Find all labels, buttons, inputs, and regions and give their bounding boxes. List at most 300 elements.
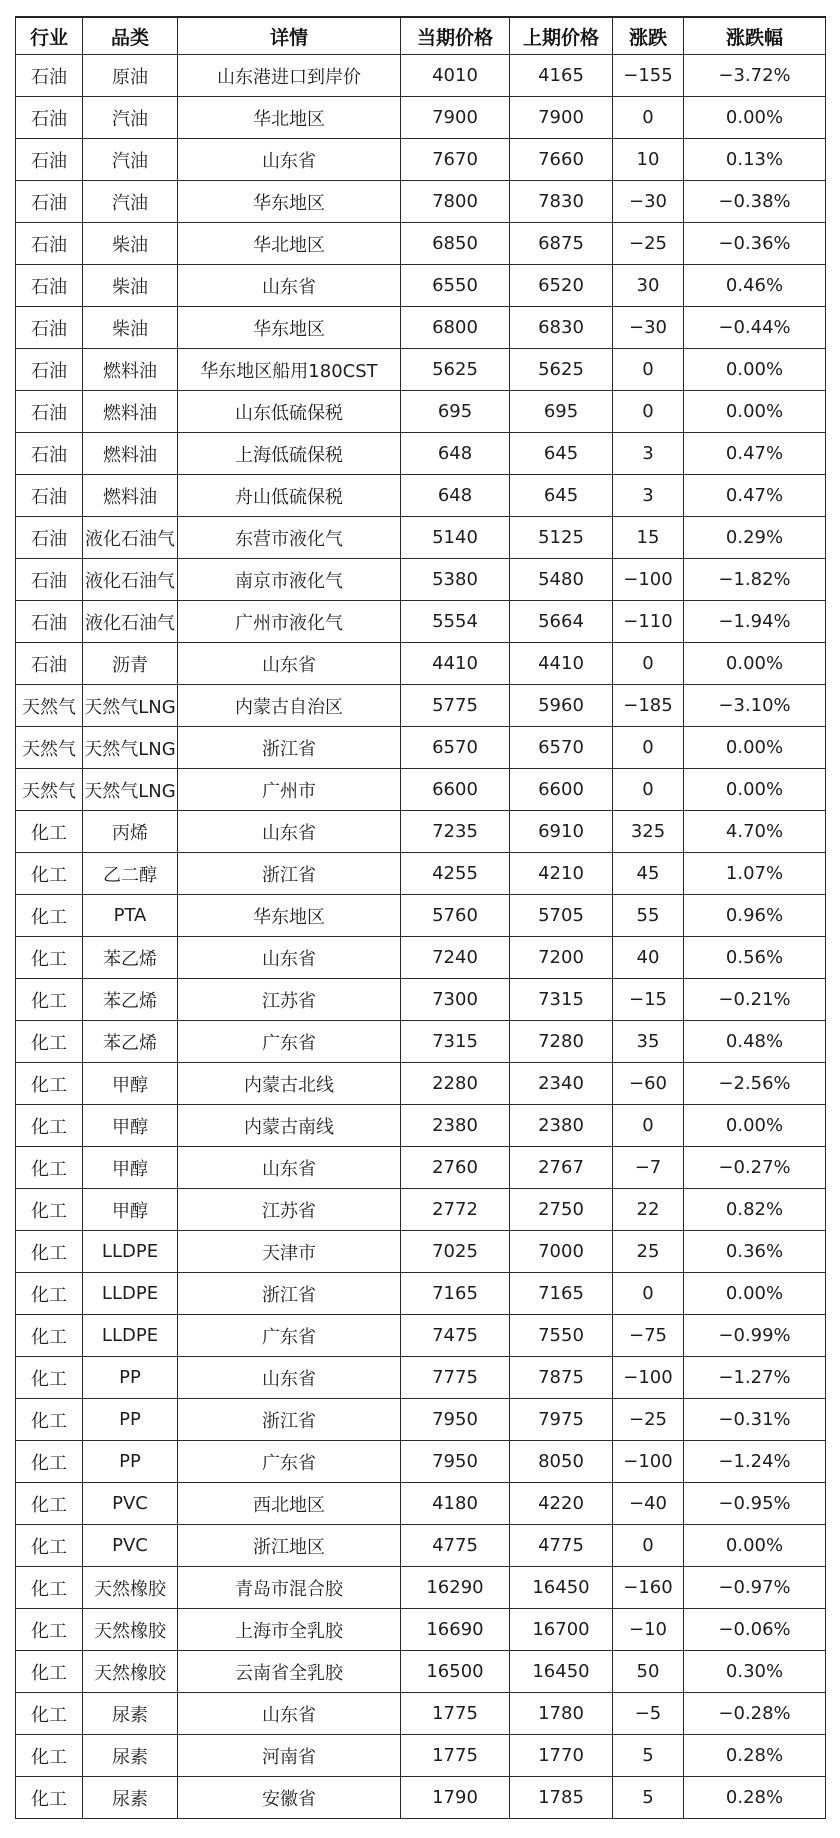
header-previous-price: 上期价格 <box>510 17 613 55</box>
cell-current-price: 5554 <box>401 601 510 643</box>
cell-previous-price: 1785 <box>510 1777 613 1819</box>
cell-category: PTA <box>83 895 178 937</box>
cell-previous-price: 7550 <box>510 1315 613 1357</box>
cell-category: 液化石油气 <box>83 559 178 601</box>
cell-change-percent: 0.56% <box>684 937 826 979</box>
cell-change: 0 <box>613 1105 684 1147</box>
cell-details: 山东低硫保税 <box>178 391 401 433</box>
cell-change: 0 <box>613 1273 684 1315</box>
cell-change: 40 <box>613 937 684 979</box>
cell-change-percent: 0.29% <box>684 517 826 559</box>
cell-change: −5 <box>613 1693 684 1735</box>
cell-change: −30 <box>613 307 684 349</box>
table-row <box>16 979 826 1021</box>
table-row <box>16 1735 826 1777</box>
cell-current-price: 5625 <box>401 349 510 391</box>
cell-previous-price: 2767 <box>510 1147 613 1189</box>
cell-industry: 化工 <box>16 1441 83 1483</box>
cell-industry: 化工 <box>16 811 83 853</box>
cell-industry: 化工 <box>16 895 83 937</box>
cell-change-percent: 0.82% <box>684 1189 826 1231</box>
cell-industry: 石油 <box>16 181 83 223</box>
cell-industry: 石油 <box>16 307 83 349</box>
cell-industry: 石油 <box>16 517 83 559</box>
cell-industry: 石油 <box>16 643 83 685</box>
cell-industry: 化工 <box>16 1777 83 1819</box>
header-industry: 行业 <box>16 17 83 55</box>
cell-details: 浙江省 <box>178 727 401 769</box>
cell-change: 25 <box>613 1231 684 1273</box>
cell-current-price: 7800 <box>401 181 510 223</box>
cell-change-percent: 0.00% <box>684 97 826 139</box>
header-change: 涨跌 <box>613 17 684 55</box>
cell-current-price: 7235 <box>401 811 510 853</box>
cell-change-percent: −0.31% <box>684 1399 826 1441</box>
cell-category: 柴油 <box>83 307 178 349</box>
cell-change: 10 <box>613 139 684 181</box>
cell-previous-price: 7830 <box>510 181 613 223</box>
cell-previous-price: 7200 <box>510 937 613 979</box>
cell-details: 内蒙古北线 <box>178 1063 401 1105</box>
cell-change-percent: −0.28% <box>684 1693 826 1735</box>
cell-industry: 石油 <box>16 433 83 475</box>
table-row <box>16 307 826 349</box>
cell-change-percent: −0.27% <box>684 1147 826 1189</box>
table-row <box>16 1693 826 1735</box>
cell-details: 华东地区 <box>178 307 401 349</box>
cell-previous-price: 4220 <box>510 1483 613 1525</box>
cell-industry: 石油 <box>16 139 83 181</box>
cell-change: −7 <box>613 1147 684 1189</box>
cell-industry: 天然气 <box>16 685 83 727</box>
cell-category: 沥青 <box>83 643 178 685</box>
cell-details: 广东省 <box>178 1315 401 1357</box>
cell-change-percent: −1.82% <box>684 559 826 601</box>
cell-current-price: 7950 <box>401 1399 510 1441</box>
table-row <box>16 895 826 937</box>
cell-change: 0 <box>613 727 684 769</box>
cell-details: 山东省 <box>178 1357 401 1399</box>
cell-change-percent: −1.27% <box>684 1357 826 1399</box>
cell-previous-price: 16700 <box>510 1609 613 1651</box>
cell-change: 0 <box>613 97 684 139</box>
cell-change-percent: 0.48% <box>684 1021 826 1063</box>
cell-change: −15 <box>613 979 684 1021</box>
table-row <box>16 139 826 181</box>
cell-change: −25 <box>613 1399 684 1441</box>
cell-change-percent: −0.38% <box>684 181 826 223</box>
cell-industry: 化工 <box>16 979 83 1021</box>
cell-previous-price: 5664 <box>510 601 613 643</box>
cell-details: 华北地区 <box>178 97 401 139</box>
cell-details: 上海低硫保税 <box>178 433 401 475</box>
cell-previous-price: 7875 <box>510 1357 613 1399</box>
cell-previous-price: 5125 <box>510 517 613 559</box>
cell-change: −185 <box>613 685 684 727</box>
table-body <box>16 55 826 1819</box>
table-row <box>16 433 826 475</box>
cell-current-price: 16290 <box>401 1567 510 1609</box>
table-row <box>16 223 826 265</box>
cell-change: 0 <box>613 349 684 391</box>
table-row <box>16 601 826 643</box>
cell-details: 广东省 <box>178 1021 401 1063</box>
cell-change-percent: 0.00% <box>684 1105 826 1147</box>
cell-current-price: 6850 <box>401 223 510 265</box>
cell-industry: 化工 <box>16 853 83 895</box>
cell-current-price: 1790 <box>401 1777 510 1819</box>
cell-previous-price: 2750 <box>510 1189 613 1231</box>
table-row <box>16 643 826 685</box>
cell-details: 安徽省 <box>178 1777 401 1819</box>
cell-category: 丙烯 <box>83 811 178 853</box>
cell-change-percent: 0.00% <box>684 1273 826 1315</box>
cell-change: 0 <box>613 769 684 811</box>
cell-previous-price: 16450 <box>510 1567 613 1609</box>
cell-category: PVC <box>83 1525 178 1567</box>
table-row <box>16 517 826 559</box>
cell-current-price: 648 <box>401 433 510 475</box>
cell-current-price: 6600 <box>401 769 510 811</box>
cell-category: 乙二醇 <box>83 853 178 895</box>
cell-change-percent: −3.72% <box>684 55 826 97</box>
cell-details: 华东地区 <box>178 181 401 223</box>
cell-previous-price: 6875 <box>510 223 613 265</box>
cell-details: 广东省 <box>178 1441 401 1483</box>
cell-industry: 化工 <box>16 1231 83 1273</box>
cell-details: 浙江地区 <box>178 1525 401 1567</box>
cell-current-price: 16690 <box>401 1609 510 1651</box>
cell-current-price: 1775 <box>401 1735 510 1777</box>
cell-category: LLDPE <box>83 1315 178 1357</box>
cell-category: LLDPE <box>83 1273 178 1315</box>
header-change-percent: 涨跌幅 <box>684 17 826 55</box>
cell-current-price: 4775 <box>401 1525 510 1567</box>
table-row <box>16 685 826 727</box>
cell-previous-price: 5480 <box>510 559 613 601</box>
cell-details: 东营市液化气 <box>178 517 401 559</box>
cell-details: 南京市液化气 <box>178 559 401 601</box>
cell-details: 山东省 <box>178 1693 401 1735</box>
table-row <box>16 349 826 391</box>
cell-change: 0 <box>613 391 684 433</box>
cell-change: −40 <box>613 1483 684 1525</box>
table-row <box>16 1357 826 1399</box>
table-row <box>16 1231 826 1273</box>
table-row <box>16 1063 826 1105</box>
cell-category: 尿素 <box>83 1777 178 1819</box>
table-row <box>16 97 826 139</box>
cell-current-price: 4255 <box>401 853 510 895</box>
cell-industry: 化工 <box>16 1567 83 1609</box>
cell-change-percent: 0.00% <box>684 769 826 811</box>
cell-change-percent: 0.28% <box>684 1777 826 1819</box>
cell-industry: 化工 <box>16 1693 83 1735</box>
table-row <box>16 559 826 601</box>
cell-change-percent: −0.44% <box>684 307 826 349</box>
cell-category: 尿素 <box>83 1735 178 1777</box>
cell-change-percent: 0.00% <box>684 1525 826 1567</box>
cell-industry: 化工 <box>16 1483 83 1525</box>
cell-industry: 石油 <box>16 559 83 601</box>
cell-industry: 化工 <box>16 1399 83 1441</box>
cell-change: −100 <box>613 559 684 601</box>
cell-change-percent: 0.47% <box>684 475 826 517</box>
cell-current-price: 4010 <box>401 55 510 97</box>
table-row <box>16 853 826 895</box>
cell-change-percent: 0.30% <box>684 1651 826 1693</box>
cell-category: 液化石油气 <box>83 601 178 643</box>
cell-current-price: 2772 <box>401 1189 510 1231</box>
cell-change: 30 <box>613 265 684 307</box>
cell-previous-price: 7900 <box>510 97 613 139</box>
table-row <box>16 265 826 307</box>
cell-details: 山东省 <box>178 811 401 853</box>
cell-category: 燃料油 <box>83 391 178 433</box>
cell-change: 3 <box>613 433 684 475</box>
cell-industry: 石油 <box>16 391 83 433</box>
cell-category: 液化石油气 <box>83 517 178 559</box>
cell-change: −110 <box>613 601 684 643</box>
header-current-price: 当期价格 <box>401 17 510 55</box>
cell-category: 甲醇 <box>83 1105 178 1147</box>
cell-category: 天然气LNG <box>83 685 178 727</box>
cell-details: 山东省 <box>178 139 401 181</box>
cell-industry: 石油 <box>16 223 83 265</box>
cell-change-percent: 1.07% <box>684 853 826 895</box>
cell-industry: 化工 <box>16 1525 83 1567</box>
cell-industry: 石油 <box>16 349 83 391</box>
cell-previous-price: 1780 <box>510 1693 613 1735</box>
cell-category: 苯乙烯 <box>83 979 178 1021</box>
cell-category: 苯乙烯 <box>83 937 178 979</box>
cell-current-price: 7950 <box>401 1441 510 1483</box>
cell-change-percent: 0.28% <box>684 1735 826 1777</box>
cell-industry: 化工 <box>16 1189 83 1231</box>
cell-change-percent: 0.00% <box>684 643 826 685</box>
cell-change: −160 <box>613 1567 684 1609</box>
cell-category: 燃料油 <box>83 475 178 517</box>
cell-previous-price: 4165 <box>510 55 613 97</box>
table-row <box>16 1399 826 1441</box>
cell-previous-price: 8050 <box>510 1441 613 1483</box>
cell-current-price: 7300 <box>401 979 510 1021</box>
cell-change: −155 <box>613 55 684 97</box>
cell-previous-price: 4210 <box>510 853 613 895</box>
cell-category: 苯乙烯 <box>83 1021 178 1063</box>
cell-details: 山东省 <box>178 265 401 307</box>
cell-change: 0 <box>613 643 684 685</box>
cell-previous-price: 6830 <box>510 307 613 349</box>
cell-industry: 天然气 <box>16 769 83 811</box>
table-row <box>16 1105 826 1147</box>
cell-details: 山东港进口到岸价 <box>178 55 401 97</box>
cell-details: 山东省 <box>178 937 401 979</box>
cell-change-percent: 0.00% <box>684 349 826 391</box>
cell-current-price: 7900 <box>401 97 510 139</box>
cell-category: 燃料油 <box>83 349 178 391</box>
cell-previous-price: 2340 <box>510 1063 613 1105</box>
cell-change: −60 <box>613 1063 684 1105</box>
table-row <box>16 55 826 97</box>
cell-change: 35 <box>613 1021 684 1063</box>
cell-category: 天然气LNG <box>83 769 178 811</box>
cell-previous-price: 7165 <box>510 1273 613 1315</box>
cell-current-price: 16500 <box>401 1651 510 1693</box>
cell-previous-price: 6520 <box>510 265 613 307</box>
header-category: 品类 <box>83 17 178 55</box>
cell-change: −100 <box>613 1357 684 1399</box>
cell-category: 天然橡胶 <box>83 1609 178 1651</box>
cell-category: 天然橡胶 <box>83 1651 178 1693</box>
cell-category: 甲醇 <box>83 1189 178 1231</box>
cell-details: 浙江省 <box>178 1399 401 1441</box>
cell-previous-price: 16450 <box>510 1651 613 1693</box>
table-row <box>16 181 826 223</box>
cell-details: 内蒙古自治区 <box>178 685 401 727</box>
cell-previous-price: 5705 <box>510 895 613 937</box>
cell-change-percent: −1.24% <box>684 1441 826 1483</box>
cell-change-percent: 0.47% <box>684 433 826 475</box>
cell-previous-price: 7660 <box>510 139 613 181</box>
table-row <box>16 811 826 853</box>
cell-current-price: 6570 <box>401 727 510 769</box>
cell-previous-price: 6600 <box>510 769 613 811</box>
cell-details: 山东省 <box>178 1147 401 1189</box>
cell-industry: 化工 <box>16 937 83 979</box>
cell-category: PP <box>83 1357 178 1399</box>
cell-industry: 石油 <box>16 475 83 517</box>
cell-previous-price: 7000 <box>510 1231 613 1273</box>
cell-category: PP <box>83 1399 178 1441</box>
table-row <box>16 1315 826 1357</box>
cell-change: 0 <box>613 1525 684 1567</box>
cell-details: 华东地区 <box>178 895 401 937</box>
table-row <box>16 1147 826 1189</box>
cell-category: 原油 <box>83 55 178 97</box>
cell-change: −75 <box>613 1315 684 1357</box>
cell-previous-price: 645 <box>510 433 613 475</box>
cell-current-price: 5380 <box>401 559 510 601</box>
cell-previous-price: 2380 <box>510 1105 613 1147</box>
table-row <box>16 1777 826 1819</box>
cell-current-price: 7025 <box>401 1231 510 1273</box>
cell-current-price: 7165 <box>401 1273 510 1315</box>
cell-industry: 化工 <box>16 1357 83 1399</box>
cell-current-price: 4180 <box>401 1483 510 1525</box>
cell-industry: 石油 <box>16 55 83 97</box>
cell-category: 汽油 <box>83 181 178 223</box>
cell-change: 325 <box>613 811 684 853</box>
table-row <box>16 1189 826 1231</box>
cell-category: 燃料油 <box>83 433 178 475</box>
cell-previous-price: 695 <box>510 391 613 433</box>
cell-details: 上海市全乳胶 <box>178 1609 401 1651</box>
cell-details: 天津市 <box>178 1231 401 1273</box>
cell-category: 甲醇 <box>83 1063 178 1105</box>
cell-industry: 化工 <box>16 1063 83 1105</box>
cell-change: 45 <box>613 853 684 895</box>
table-row <box>16 1609 826 1651</box>
cell-change-percent: −0.95% <box>684 1483 826 1525</box>
cell-current-price: 695 <box>401 391 510 433</box>
table-row <box>16 475 826 517</box>
cell-change-percent: 0.00% <box>684 727 826 769</box>
cell-category: 柴油 <box>83 265 178 307</box>
cell-details: 山东省 <box>178 643 401 685</box>
cell-industry: 化工 <box>16 1651 83 1693</box>
table-row <box>16 1273 826 1315</box>
cell-change-percent: −0.36% <box>684 223 826 265</box>
header-details: 详情 <box>178 17 401 55</box>
cell-current-price: 5140 <box>401 517 510 559</box>
cell-previous-price: 1770 <box>510 1735 613 1777</box>
cell-industry: 石油 <box>16 97 83 139</box>
cell-category: PP <box>83 1441 178 1483</box>
cell-category: 尿素 <box>83 1693 178 1735</box>
cell-previous-price: 7315 <box>510 979 613 1021</box>
table-row <box>16 1483 826 1525</box>
cell-previous-price: 6570 <box>510 727 613 769</box>
cell-change-percent: −2.56% <box>684 1063 826 1105</box>
cell-current-price: 2280 <box>401 1063 510 1105</box>
cell-current-price: 5775 <box>401 685 510 727</box>
cell-change: 15 <box>613 517 684 559</box>
cell-industry: 化工 <box>16 1315 83 1357</box>
table-row <box>16 937 826 979</box>
cell-details: 浙江省 <box>178 853 401 895</box>
cell-current-price: 7670 <box>401 139 510 181</box>
cell-industry: 化工 <box>16 1105 83 1147</box>
cell-previous-price: 5625 <box>510 349 613 391</box>
cell-change-percent: 0.36% <box>684 1231 826 1273</box>
table-row <box>16 1441 826 1483</box>
cell-details: 青岛市混合胶 <box>178 1567 401 1609</box>
table-row <box>16 769 826 811</box>
table-row <box>16 1021 826 1063</box>
cell-previous-price: 4775 <box>510 1525 613 1567</box>
cell-details: 江苏省 <box>178 979 401 1021</box>
cell-category: LLDPE <box>83 1231 178 1273</box>
cell-industry: 天然气 <box>16 727 83 769</box>
cell-details: 广州市液化气 <box>178 601 401 643</box>
cell-change-percent: −0.06% <box>684 1609 826 1651</box>
cell-category: 甲醇 <box>83 1147 178 1189</box>
cell-change-percent: 0.96% <box>684 895 826 937</box>
cell-previous-price: 645 <box>510 475 613 517</box>
cell-change: −25 <box>613 223 684 265</box>
price-table <box>15 16 826 1819</box>
cell-previous-price: 6910 <box>510 811 613 853</box>
cell-change-percent: 4.70% <box>684 811 826 853</box>
cell-change-percent: −0.21% <box>684 979 826 1021</box>
table-row <box>16 727 826 769</box>
cell-previous-price: 5960 <box>510 685 613 727</box>
table-row <box>16 1651 826 1693</box>
cell-details: 江苏省 <box>178 1189 401 1231</box>
table-row <box>16 391 826 433</box>
table-header-row <box>16 17 826 55</box>
cell-change-percent: 0.00% <box>684 391 826 433</box>
cell-change: 50 <box>613 1651 684 1693</box>
cell-industry: 化工 <box>16 1273 83 1315</box>
cell-change-percent: 0.46% <box>684 265 826 307</box>
table-row <box>16 1525 826 1567</box>
cell-current-price: 6800 <box>401 307 510 349</box>
cell-details: 舟山低硫保税 <box>178 475 401 517</box>
cell-change-percent: −0.97% <box>684 1567 826 1609</box>
cell-industry: 化工 <box>16 1609 83 1651</box>
